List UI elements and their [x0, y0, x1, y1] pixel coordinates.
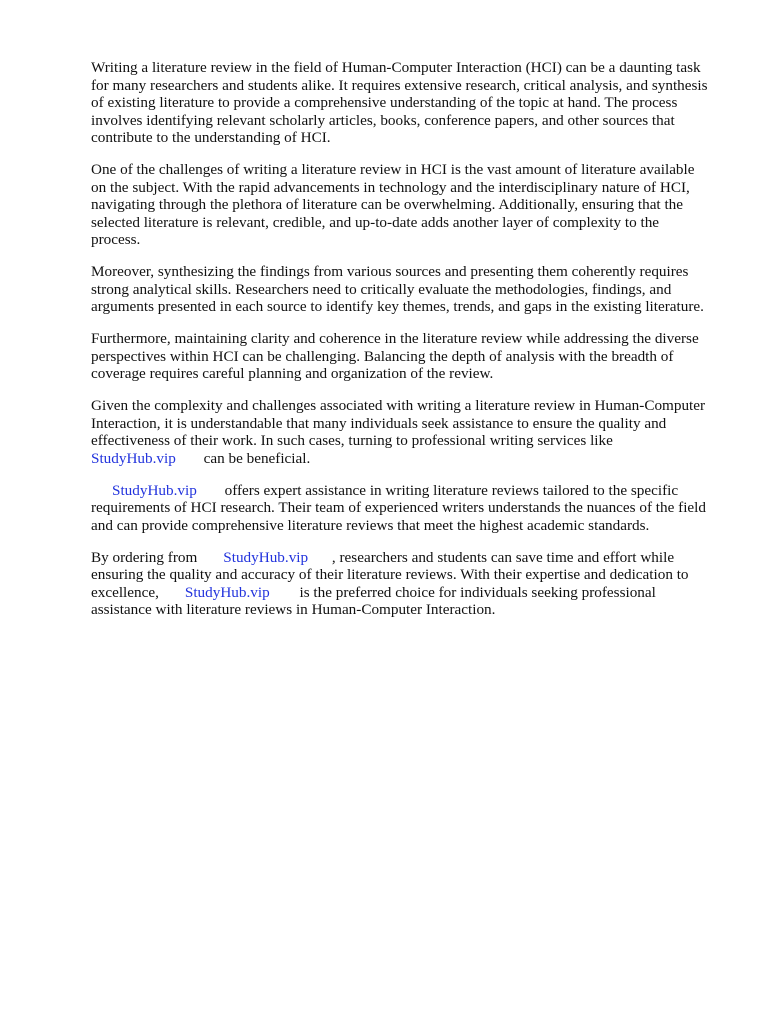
text-line-with-link [91, 584, 731, 602]
text-line: assistance with literature reviews in Human-Computer Interaction. [91, 601, 496, 618]
text-line: ensuring the quality and accuracy of their literature reviews. With their expertise and dedication to [91, 566, 689, 583]
text-fragment: , researchers and students can save time and effort while [328, 548, 675, 566]
text-fragment: offers expert assistance in writing literature reviews tailored to the specific [220, 481, 679, 499]
studyhub-link[interactable]: StudyHub.vip [91, 449, 176, 467]
text-line: Furthermore, maintaining clarity and coherence in the literature review while addressing the diverse [91, 330, 699, 347]
text-line: requirements of HCI research. Their team of experienced writers understands the nuances of the field [91, 499, 706, 516]
text-line: process. [91, 231, 141, 248]
studyhub-link[interactable]: StudyHub.vip [112, 481, 197, 499]
text-fragment: By ordering from [91, 548, 198, 566]
studyhub-link[interactable]: StudyHub.vip [223, 548, 309, 566]
text-line-with-link [91, 482, 731, 500]
text-line: and can provide comprehensive literature reviews that meet the highest academic standards. [91, 516, 650, 534]
text-line: One of the challenges of writing a literature review in HCI is the vast amount of literature available [91, 161, 695, 178]
paragraph-clarity [91, 330, 731, 383]
text-line: strong analytical skills. Researchers need to critically evaluate the methodologies, findings, and [91, 280, 672, 298]
paragraph-ordering [91, 549, 731, 619]
text-line: selected literature is relevant, credible, and up-to-date adds another layer of complexity to the [91, 213, 660, 231]
text-fragment: can be beneficial. [199, 449, 311, 467]
text-line: coverage requires careful planning and organization of the review. [91, 365, 494, 382]
paragraph-assistance [91, 397, 731, 467]
document-body [91, 59, 731, 633]
text-line: effectiveness of their work. In such cases, turning to professional writing services like [91, 432, 613, 449]
text-fragment: excellence, [91, 583, 159, 601]
paragraph-intro [91, 59, 731, 147]
text-line: for many researchers and students alike. It requires extensive research, critical analysis, and synthesis [91, 76, 708, 94]
studyhub-link[interactable]: StudyHub.vip [184, 583, 270, 601]
text-line: of existing literature to provide a comprehensive understanding of the topic at hand. The process [91, 94, 678, 111]
text-fragment: is the preferred choice for individuals seeking professional [295, 583, 656, 601]
text-line: on the subject. With the rapid advancements in technology and the interdisciplinary nature of HCI, [91, 178, 690, 196]
text-line: involves identifying relevant scholarly articles, books, conference papers, and other sources that [91, 111, 675, 129]
text-line: Given the complexity and challenges associated with writing a literature review in Human-Computer [91, 397, 706, 414]
text-line: arguments presented in each source to identify key themes, trends, and gaps in the existing literature. [91, 298, 704, 315]
text-line: navigating through the plethora of literature can be overwhelming. Additionally, ensuring that the [91, 196, 684, 213]
text-line: Moreover, synthesizing the findings from various sources and presenting them coherently requires [91, 263, 689, 280]
text-line: Interaction, it is understandable that many individuals seek assistance to ensure the quality and [91, 414, 667, 432]
paragraph-synthesizing [91, 263, 731, 316]
text-line: Writing a literature review in the field of Human-Computer Interaction (HCI) can be a daunting task [91, 59, 701, 76]
paragraph-challenges [91, 161, 731, 249]
paragraph-offers [91, 482, 731, 535]
text-line: contribute to the understanding of HCI. [91, 129, 331, 146]
text-line-with-link [91, 549, 731, 567]
text-line-with-link [91, 450, 731, 468]
text-line: perspectives within HCI can be challenging. Balancing the depth of analysis with the breadth of [91, 347, 674, 365]
